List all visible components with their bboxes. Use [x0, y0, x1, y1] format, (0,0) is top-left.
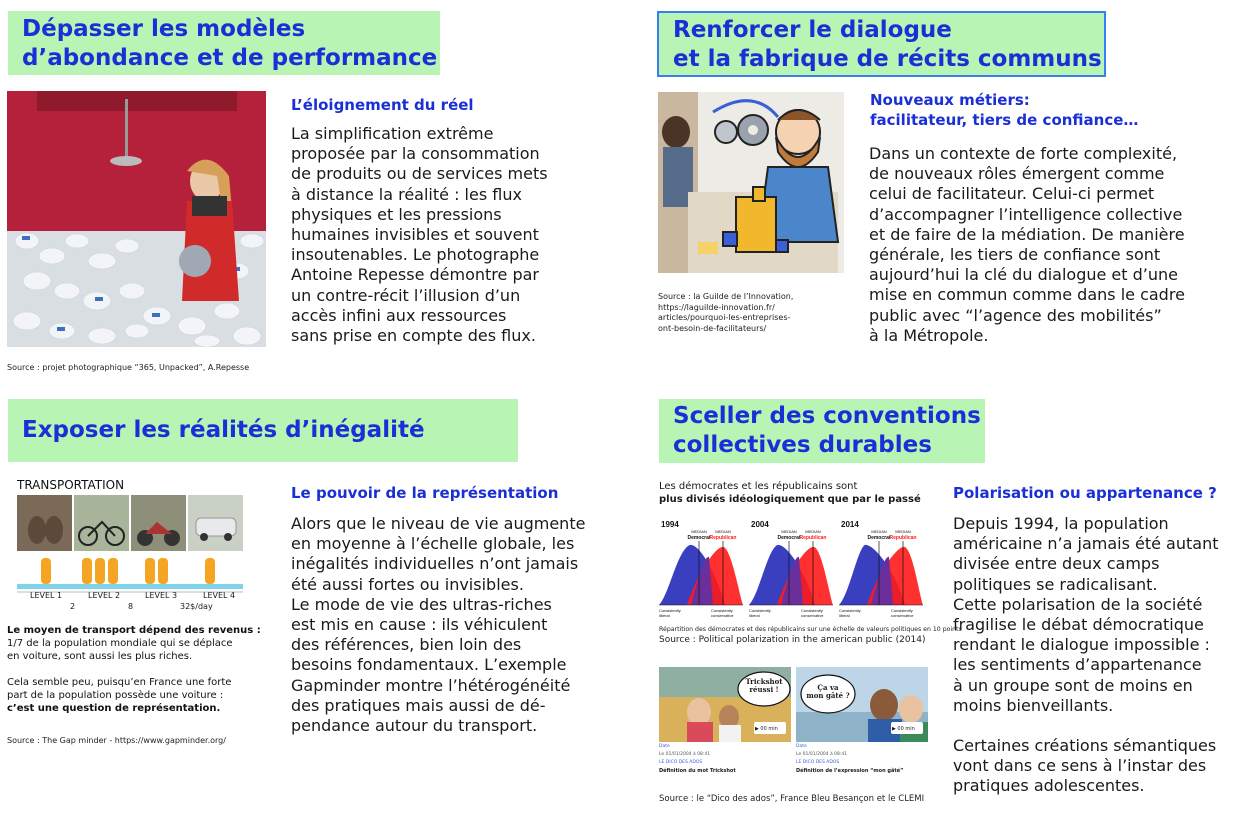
- median-label: MEDIAN: [805, 529, 821, 534]
- polarization-chart-svg: [659, 517, 931, 625]
- q2-body-line: d’accompagner l’intelligence collective: [869, 204, 1183, 224]
- axis-right-label: conservative: [801, 613, 824, 618]
- card-meta: Le 01/01/2004 à 08:41: [796, 752, 848, 757]
- q4-body-2: [953, 736, 1216, 797]
- q1-body-line: humaines invisibles et souvent: [291, 225, 539, 245]
- republican-label: Republican: [889, 535, 917, 541]
- axis-right-label: Consistently: [891, 608, 913, 613]
- card-source: LE DICO DES ADOS: [659, 760, 703, 765]
- q1-title: [8, 11, 440, 75]
- q1-body-line: de produits ou de services mets: [291, 164, 548, 184]
- q3-note-line: part de la population possède une voiture :: [7, 690, 224, 701]
- bubble-line: Trickshot: [745, 677, 783, 686]
- q2-illustration: [658, 92, 844, 273]
- q2-body-line: celui de facilitateur. Celui-ci permet: [869, 184, 1155, 204]
- republican-label: Republican: [799, 535, 827, 541]
- q2-body-line: aujourd’hui la clé du dialogue et d’une: [869, 265, 1178, 285]
- q1-body-line: physiques et les pressions: [291, 204, 502, 224]
- q4-body-line: pratiques adolescentes.: [953, 776, 1145, 796]
- q2-title: [657, 11, 1106, 77]
- transport-infographic: [12, 478, 250, 613]
- q4-body-line: divisée entre deux camps: [953, 554, 1160, 574]
- q3-body-line: est mis en cause : ils véhiculent: [291, 615, 548, 635]
- panel-year-label: 2014: [841, 520, 859, 529]
- q4-title-line: Sceller des conventions: [673, 403, 981, 429]
- axis-right-label: Consistently: [801, 608, 823, 613]
- q2-subhead: [870, 90, 1138, 130]
- q1-body-line: Antoine Repesse démontre par: [291, 265, 539, 285]
- q2-caption: [658, 292, 793, 334]
- q4-subhead: [953, 483, 1217, 503]
- q3-body-line: inégalités individuelles n’ont jamais: [291, 554, 579, 574]
- q1-caption-text: Source : projet photographique “365, Unpacked”, A.Repesse: [7, 363, 250, 372]
- cards-source-text: Source : le “Dico des ados”, France Bleu Besançon et le CLEMI: [659, 794, 925, 804]
- q2-subhead-line: facilitateur, tiers de confiance…: [870, 111, 1139, 129]
- q1-photo: [7, 91, 266, 347]
- q2-body-line: de nouveaux rôles émergent comme: [869, 164, 1165, 184]
- q2-caption-line: articles/pourquoi-les-entreprises-: [658, 313, 791, 322]
- q4-body-line: rendant le dialogue impossible :: [953, 635, 1210, 655]
- median-label: MEDIAN: [781, 529, 797, 534]
- q1-subhead-text: L’éloignement du réel: [291, 96, 474, 114]
- q3-title-line: Exposer les réalités d’inégalité: [22, 417, 425, 443]
- scale-label: 32$/day: [180, 602, 213, 611]
- median-label: MEDIAN: [715, 529, 731, 534]
- q3-caption: [7, 736, 226, 747]
- cards-source: [659, 794, 924, 805]
- q1-body-line: La simplification extrême: [291, 124, 494, 143]
- q3-note-line: en voiture, sont aussi les plus riches.: [7, 651, 193, 662]
- q3-note-line: 1/7 de la population mondiale qui se déplace: [7, 638, 233, 649]
- axis-left-label: liberal: [839, 613, 850, 618]
- q3-body-line: Alors que le niveau de vie augmente: [291, 514, 586, 533]
- level-label: LEVEL 4: [203, 591, 236, 600]
- axis-right-label: conservative: [711, 613, 734, 618]
- chart-source: [659, 635, 926, 646]
- q1-title-line: Dépasser les modèles: [22, 16, 306, 42]
- q2-body-line: générale, les tiers de confiance sont: [869, 245, 1161, 265]
- median-label: MEDIAN: [691, 529, 707, 534]
- q2-body: [869, 144, 1185, 346]
- q4-body-line: les sentiments d’appartenance: [953, 655, 1202, 675]
- q4-body: [953, 514, 1218, 716]
- q4-body-line: à un groupe sont de moins en: [953, 675, 1193, 695]
- q2-title-line: et la fabrique de récits communs: [673, 46, 1102, 72]
- card-tag: Date: [659, 744, 670, 749]
- scale-label: 2: [70, 602, 76, 611]
- median-label: MEDIAN: [871, 529, 887, 534]
- q4-subhead-text: Polarisation ou appartenance ?: [953, 484, 1217, 502]
- q4-body-line: Cette polarisation de la société: [953, 594, 1203, 614]
- axis-right-label: conservative: [891, 613, 914, 618]
- q1-body-line: accès infini aux ressources: [291, 305, 507, 325]
- q1-body-line: insoutenables. Le photographe: [291, 245, 540, 265]
- q3-body-line: des références, bien loin des: [291, 635, 522, 655]
- q2-caption-line: https://laguilde-innovation.fr/: [658, 302, 775, 312]
- q4-body-line: politiques se radicalisant.: [953, 574, 1158, 594]
- level-label: LEVEL 2: [88, 591, 121, 600]
- q3-body-line: besoins fondamentaux. L’exemple: [291, 655, 567, 675]
- q4-body-line: moins bienveillants.: [953, 695, 1114, 715]
- axis-left-label: liberal: [659, 613, 670, 618]
- polarization-chart: [659, 517, 931, 625]
- chart-source-text: Source : Political polarization in the american public (2014): [659, 635, 926, 645]
- q2-body-line: mise en commun comme dans le cadre: [869, 285, 1185, 305]
- q4-body-line: Depuis 1994, la population: [953, 514, 1169, 533]
- q1-subhead: [291, 95, 474, 115]
- axis-left-label: liberal: [749, 613, 760, 618]
- q2-title-line: Renforcer le dialogue: [673, 17, 952, 43]
- chart-footnote: [659, 625, 962, 634]
- q3-title: [8, 399, 518, 462]
- q3-body-line: Le mode de vie des ultras-riches: [291, 594, 552, 614]
- card-bubble: [741, 678, 787, 694]
- chart-heading-line: Les démocrates et les républicains sont: [659, 481, 858, 492]
- card-definition[interactable]: Définition de l’expression “mon gâté”: [796, 768, 904, 774]
- republican-label: Republican: [709, 535, 737, 541]
- bubble-line: réussi !: [749, 685, 779, 694]
- dico-card: [659, 667, 791, 777]
- q3-body-line: pendance autour du transport.: [291, 716, 538, 736]
- q3-caption-text: Source : The Gap minder - https://www.gapminder.org/: [7, 736, 226, 745]
- q2-caption-line: Source : la Guilde de l’Innovation,: [658, 292, 794, 301]
- card-meta: Le 01/01/2004 à 08:41: [659, 752, 711, 757]
- democrat-label: Democrat: [777, 535, 801, 541]
- q3-subhead: [291, 483, 558, 503]
- democrat-label: Democrat: [687, 535, 711, 541]
- q1-title-line: d’abondance et de performance: [22, 45, 438, 71]
- q2-body-line: et de faire de la médiation. De manière: [869, 224, 1185, 244]
- card-definition[interactable]: Définition du mot Trickshot: [659, 768, 736, 774]
- q2-body-line: Dans un contexte de forte complexité,: [869, 144, 1178, 163]
- q3-body-line: été aussi fortes ou invisibles.: [291, 574, 524, 594]
- q2-caption-line: ont-besoin-de-facilitateurs/: [658, 323, 767, 333]
- q4-body-line: américaine n’a jamais été autant: [953, 534, 1219, 554]
- card-bubble: [802, 684, 854, 700]
- q3-body-line: des pratiques mais aussi de dé-: [291, 695, 546, 715]
- play-button[interactable]: ▶ 00 min: [892, 726, 915, 732]
- q4-body-line: fragilise le débat démocratique: [953, 615, 1204, 635]
- axis-left-label: Consistently: [749, 608, 771, 613]
- q4-body-line: Certaines créations sémantiques: [953, 736, 1217, 755]
- chart-footnote-text: Répartition des démocrates et des républicains sur une échelle de valeurs politiques en 10 points: [659, 626, 962, 633]
- q1-body-line: proposée par la consommation: [291, 144, 540, 164]
- q1-body-line: un contre-récit l’illusion d’un: [291, 285, 521, 305]
- q3-note-2-bold: c’est une question de représentation.: [7, 703, 221, 714]
- q3-subhead-text: Le pouvoir de la représentation: [291, 484, 559, 502]
- level-label: LEVEL 3: [145, 591, 178, 600]
- level-label: LEVEL 1: [30, 591, 63, 600]
- q3-body-line: Gapminder montre l’hétérogénéité: [291, 675, 571, 695]
- panel-year-label: 1994: [661, 520, 679, 529]
- median-label: MEDIAN: [895, 529, 911, 534]
- play-button[interactable]: ▶ 00 min: [755, 726, 778, 732]
- axis-right-label: Consistently: [711, 608, 733, 613]
- q1-caption: [7, 363, 249, 374]
- q3-note-line: Cela semble peu, puisqu’en France une forte: [7, 677, 232, 688]
- card-tag: Date: [796, 744, 807, 749]
- q3-note-1-bold: Le moyen de transport dépend des revenus :: [7, 625, 261, 636]
- axis-left-label: Consistently: [839, 608, 861, 613]
- card-source: LE DICO DES ADOS: [796, 760, 840, 765]
- bubble-line: Ça va: [817, 683, 839, 692]
- q3-body: [291, 514, 585, 736]
- panel-year-label: 2004: [751, 520, 769, 529]
- q3-note-1: [7, 624, 261, 663]
- q3-body-line: en moyenne à l’échelle globale, les: [291, 534, 575, 554]
- q2-body-line: public avec “l’agence des mobilités”: [869, 305, 1162, 325]
- q1-body-line: à distance la réalité : les flux: [291, 184, 522, 204]
- infographic-heading: TRANSPORTATION: [17, 478, 125, 492]
- q1-body: [291, 124, 548, 346]
- q4-title: [659, 399, 985, 463]
- q2-body-line: à la Métropole.: [869, 325, 989, 345]
- q3-note-2: [7, 676, 231, 715]
- polarization-chart-heading: [659, 480, 921, 506]
- q2-subhead-line: Nouveaux métiers:: [870, 91, 1030, 109]
- q1-body-line: sans prise en compte des flux.: [291, 326, 536, 346]
- axis-left-label: Consistently: [659, 608, 681, 613]
- scale-label: 8: [128, 602, 134, 611]
- chart-heading-bold: plus divisés idéologiquement que par le passé: [659, 494, 921, 505]
- democrat-label: Democrat: [867, 535, 891, 541]
- q4-body-line: vont dans ce sens à l’instar des: [953, 756, 1207, 776]
- bubble-line: mon gâté ?: [806, 691, 850, 700]
- dico-card: [796, 667, 928, 777]
- q4-title-line: collectives durables: [673, 432, 932, 458]
